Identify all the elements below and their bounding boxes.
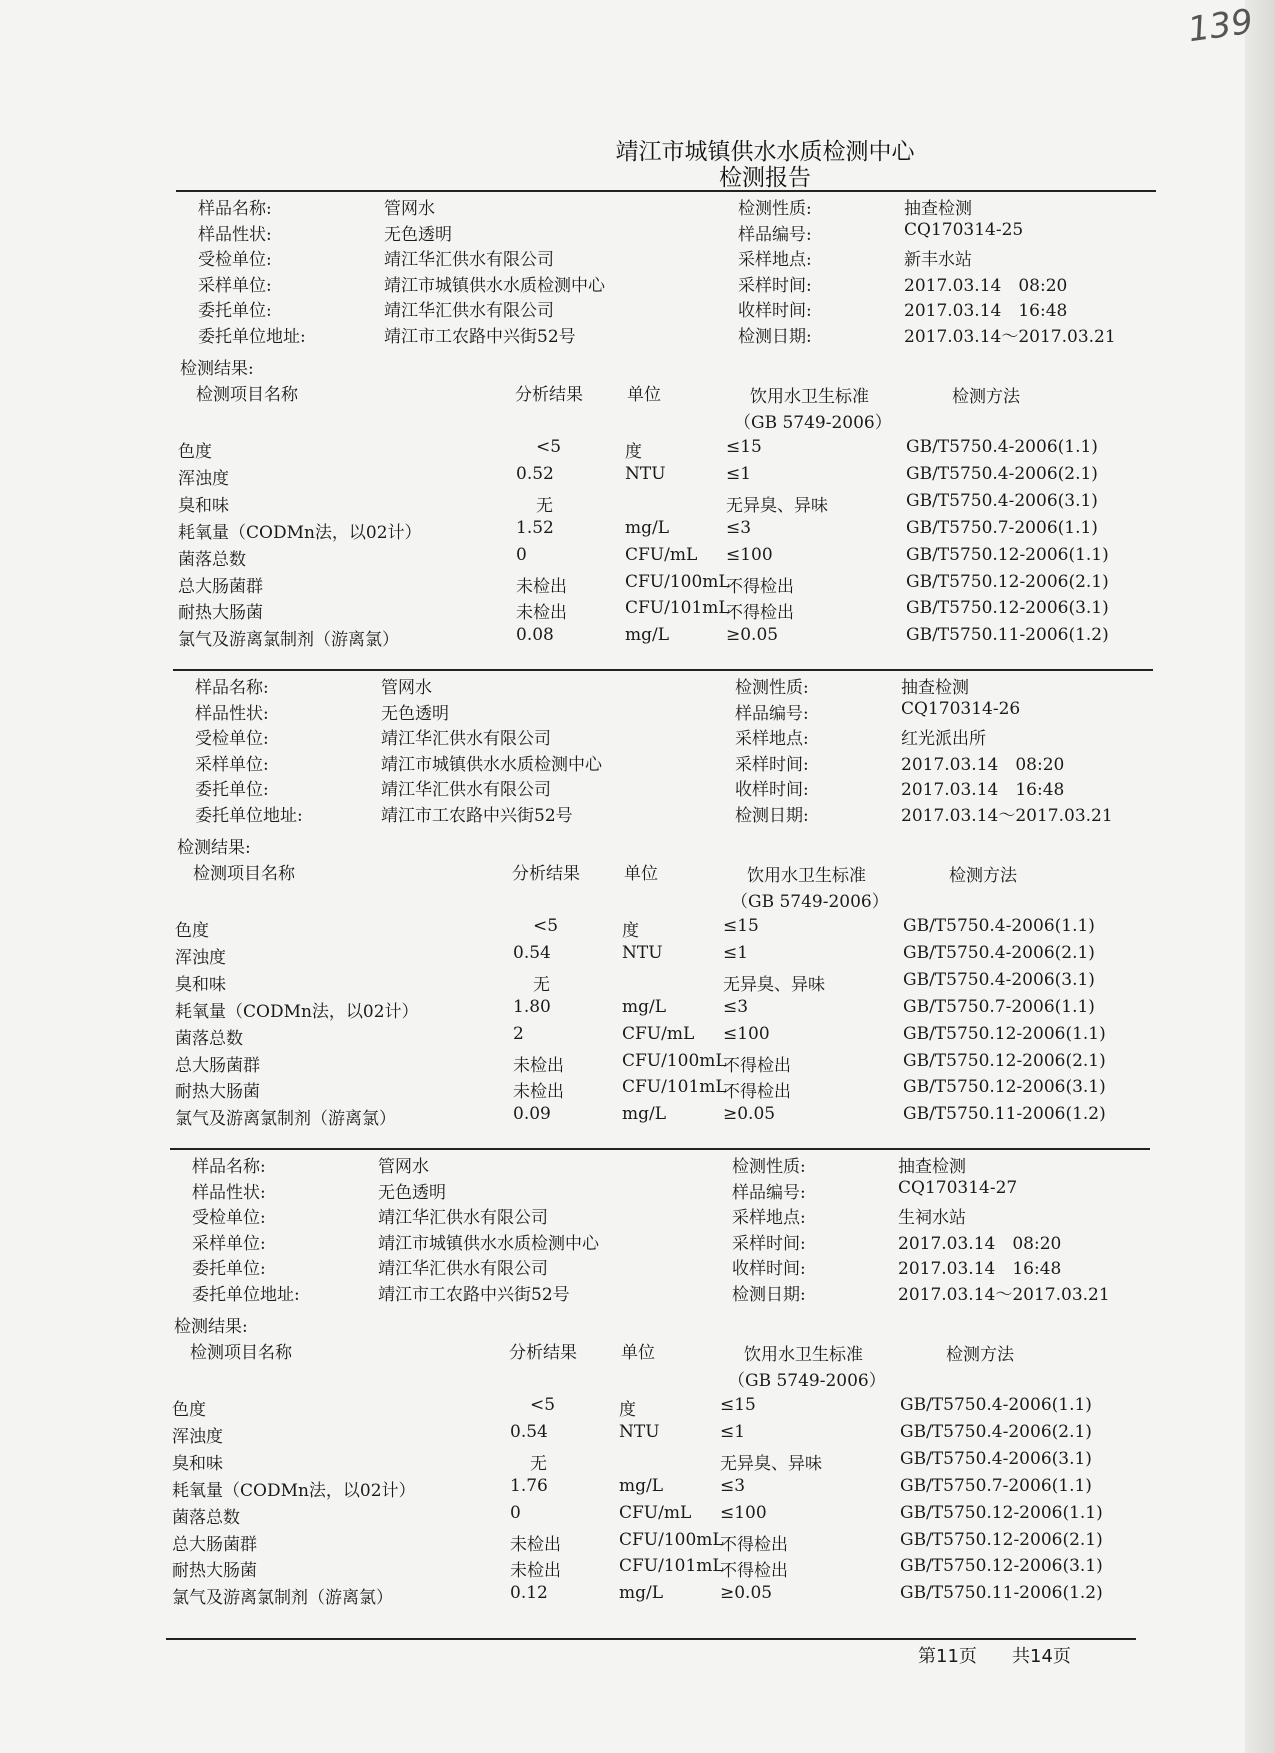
column-header-result: 分析结果: [509, 1343, 577, 1363]
test-method: GB/T5750.4-2006(2.1): [903, 942, 1095, 963]
test-method: GB/T5750.4-2006(3.1): [906, 490, 1098, 511]
unit: CFU/mL: [622, 1023, 695, 1044]
value-test-nature: 抽查检测: [901, 678, 969, 698]
value-receiving-time: 2017.03.14 16:48: [904, 301, 1068, 322]
info-row: [176, 245, 1156, 271]
item-name: 氯气及游离氯制剂（游离氯）: [178, 630, 399, 651]
result-row: [170, 1422, 1150, 1448]
result-row: [176, 491, 1156, 517]
standard-limit: 不得检出: [720, 1534, 788, 1555]
standard-limit: ≤100: [726, 544, 773, 565]
item-name: 浑浊度: [178, 468, 229, 489]
result-row: [170, 1476, 1150, 1502]
result-row: [176, 518, 1156, 544]
value-sample-state: 无色透明: [381, 703, 449, 724]
standard-limit: ≤15: [720, 1395, 756, 1415]
result-value: 未检出: [516, 576, 567, 597]
standard-limit: ≥0.05: [720, 1583, 773, 1604]
value-test-date: 2017.03.14～2017.03.21: [901, 806, 1113, 826]
item-name: 耐热大肠菌: [172, 1561, 257, 1582]
value-sampling-unit: 靖江市城镇供水水质检测中心: [384, 275, 605, 296]
label-inspected-unit: 受检单位:: [198, 250, 272, 271]
test-method: GB/T5750.4-2006(2.1): [900, 1421, 1092, 1442]
label-sample-state: 样品性状:: [192, 1182, 266, 1203]
result-value: 1.80: [513, 996, 551, 1017]
unit: mg/L: [619, 1475, 664, 1496]
result-row: [173, 997, 1153, 1023]
value-test-date: 2017.03.14～2017.03.21: [904, 327, 1116, 347]
column-header-method: 检测方法: [949, 866, 1017, 886]
unit: CFU/101mL: [625, 598, 730, 619]
results-label: 检测结果:: [177, 838, 251, 858]
value-entrusting-unit: 靖江华汇供水有限公司: [378, 1259, 548, 1280]
label-test-nature: 检测性质:: [735, 678, 809, 698]
label-inspected-unit: 受检单位:: [192, 1208, 266, 1229]
result-row: [176, 545, 1156, 571]
standard-limit: ≥0.05: [723, 1104, 776, 1125]
item-name: 总大肠菌群: [172, 1534, 257, 1555]
value-sampling-time: 2017.03.14 08:20: [901, 754, 1065, 775]
item-name: 氯气及游离氯制剂（游离氯）: [172, 1588, 393, 1609]
column-header-result: 分析结果: [512, 864, 580, 884]
column-header-unit: 单位: [621, 1343, 655, 1363]
result-value: 未检出: [510, 1534, 561, 1555]
value-entrusting-unit: 靖江华汇供水有限公司: [384, 301, 554, 322]
test-method: GB/T5750.4-2006(1.1): [906, 437, 1098, 457]
result-row: [170, 1449, 1150, 1475]
result-value: 1.52: [516, 517, 554, 538]
value-sample-number: CQ170314-27: [898, 1177, 1018, 1198]
value-sample-name: 管网水: [384, 199, 435, 219]
test-method: GB/T5750.12-2006(1.1): [900, 1502, 1103, 1523]
label-sampling-unit: 采样单位:: [192, 1233, 266, 1254]
value-sampling-site: 生祠水站: [898, 1208, 966, 1229]
item-name: 色度: [172, 1400, 206, 1420]
value-entrusting-address: 靖江市工农路中兴街52号: [381, 806, 573, 826]
test-method: GB/T5750.12-2006(3.1): [906, 598, 1109, 619]
info-row: [176, 322, 1156, 348]
result-value: 0.52: [516, 463, 554, 484]
standard-limit: ≤3: [720, 1475, 746, 1496]
label-test-nature: 检测性质:: [732, 1157, 806, 1177]
result-value: 无: [533, 974, 550, 995]
unit: NTU: [625, 463, 666, 484]
info-row: [170, 1254, 1150, 1280]
result-value: 0: [510, 1502, 521, 1523]
label-entrusting-address: 委托单位地址:: [195, 806, 303, 826]
result-row: [176, 572, 1156, 598]
test-method: GB/T5750.12-2006(2.1): [900, 1529, 1103, 1550]
standard-limit: ≤1: [726, 463, 752, 484]
value-entrusting-address: 靖江市工农路中兴街52号: [384, 327, 576, 347]
label-sampling-site: 采样地点:: [738, 250, 812, 271]
section-rule: [176, 190, 1156, 192]
test-method: GB/T5750.12-2006(3.1): [903, 1077, 1106, 1098]
result-row: [173, 1051, 1153, 1077]
info-row: [173, 750, 1153, 776]
column-header-standard: 饮用水卫生标准: [744, 1345, 863, 1365]
unit: CFU/101mL: [619, 1556, 724, 1577]
value-sampling-time: 2017.03.14 08:20: [904, 275, 1068, 296]
label-inspected-unit: 受检单位:: [195, 729, 269, 750]
info-row: [170, 1229, 1150, 1255]
result-row: [176, 437, 1156, 463]
label-sampling-time: 采样时间:: [735, 754, 809, 775]
result-row: [176, 464, 1156, 490]
result-value: 无: [530, 1453, 547, 1474]
test-method: GB/T5750.4-2006(1.1): [903, 916, 1095, 936]
unit: mg/L: [625, 625, 670, 646]
page-total: 共14页: [1012, 1646, 1071, 1667]
item-name: 菌落总数: [175, 1028, 243, 1049]
label-sample-state: 样品性状:: [195, 703, 269, 724]
result-row: [173, 970, 1153, 996]
item-name: 臭和味: [172, 1453, 223, 1474]
footer-rule: [166, 1638, 1136, 1640]
unit: CFU/mL: [619, 1502, 692, 1523]
item-name: 耗氧量（CODMn法，以02计）: [178, 522, 422, 543]
label-entrusting-unit: 委托单位:: [198, 301, 272, 322]
result-value: 未检出: [513, 1082, 564, 1103]
column-header-item: 检测项目名称: [193, 864, 295, 884]
result-row: [170, 1395, 1150, 1421]
result-row: [176, 625, 1156, 651]
column-header-standard: 饮用水卫生标准: [750, 387, 869, 407]
value-test-date: 2017.03.14～2017.03.21: [898, 1285, 1110, 1305]
sample-block: [173, 669, 1153, 1139]
standard-limit: 不得检出: [723, 1082, 791, 1103]
results-label: 检测结果:: [174, 1317, 248, 1337]
value-sampling-unit: 靖江市城镇供水水质检测中心: [378, 1233, 599, 1254]
label-sample-name: 样品名称:: [195, 678, 269, 698]
label-entrusting-unit: 委托单位:: [195, 780, 269, 801]
label-sampling-time: 采样时间:: [732, 1233, 806, 1254]
value-inspected-unit: 靖江华汇供水有限公司: [384, 250, 554, 271]
value-sample-number: CQ170314-26: [901, 698, 1021, 719]
result-row: [173, 1077, 1153, 1103]
label-sampling-site: 采样地点:: [735, 729, 809, 750]
standard-limit: ≤15: [723, 916, 759, 936]
item-name: 菌落总数: [172, 1507, 240, 1528]
column-header-unit: 单位: [624, 864, 658, 884]
value-entrusting-address: 靖江市工农路中兴街52号: [378, 1285, 570, 1305]
column-header-result: 分析结果: [515, 385, 583, 405]
standard-limit: 无异臭、异味: [723, 974, 825, 995]
test-method: GB/T5750.4-2006(3.1): [900, 1448, 1092, 1469]
section-rule: [173, 669, 1153, 671]
result-value: 1.76: [510, 1475, 548, 1496]
item-name: 耐热大肠菌: [178, 603, 263, 624]
result-value: 未检出: [516, 603, 567, 624]
info-row: [173, 775, 1153, 801]
test-method: GB/T5750.12-2006(1.1): [906, 544, 1109, 565]
result-row: [170, 1503, 1150, 1529]
result-row: [173, 1024, 1153, 1050]
label-sample-state: 样品性状:: [198, 224, 272, 245]
label-receiving-time: 收样时间:: [732, 1259, 806, 1280]
item-name: 总大肠菌群: [178, 576, 263, 597]
result-row: [170, 1583, 1150, 1609]
standard-limit: 不得检出: [726, 603, 794, 624]
standard-limit: ≤100: [723, 1023, 770, 1044]
sample-block: [170, 1148, 1150, 1618]
label-entrusting-address: 委托单位地址:: [198, 327, 306, 347]
test-method: GB/T5750.11-2006(1.2): [903, 1104, 1106, 1125]
test-method: GB/T5750.11-2006(1.2): [900, 1583, 1103, 1604]
label-sample-number: 样品编号:: [738, 224, 812, 245]
result-value: 未检出: [513, 1055, 564, 1076]
item-name: 氯气及游离氯制剂（游离氯）: [175, 1109, 396, 1130]
value-receiving-time: 2017.03.14 16:48: [901, 780, 1065, 801]
info-row: [170, 1203, 1150, 1229]
organization-title: 靖江市城镇供水水质检测中心: [615, 139, 915, 165]
result-value: 0.09: [513, 1104, 551, 1125]
result-row: [173, 943, 1153, 969]
result-value: 未检出: [510, 1561, 561, 1582]
sample-block: [176, 190, 1156, 660]
standard-limit: 不得检出: [726, 576, 794, 597]
item-name: 耗氧量（CODMn法，以02计）: [172, 1480, 416, 1501]
value-sample-state: 无色透明: [384, 224, 452, 245]
item-name: 总大肠菌群: [175, 1055, 260, 1076]
standard-limit: 不得检出: [720, 1561, 788, 1582]
info-row: [173, 801, 1153, 827]
unit: CFU/100mL: [619, 1529, 724, 1550]
column-header-standard-ref: （GB 5749-2006）: [734, 413, 892, 433]
info-row: [170, 1280, 1150, 1306]
test-method: GB/T5750.11-2006(1.2): [906, 625, 1109, 646]
label-receiving-time: 收样时间:: [738, 301, 812, 322]
value-inspected-unit: 靖江华汇供水有限公司: [381, 729, 551, 750]
label-sample-name: 样品名称:: [198, 199, 272, 219]
unit: CFU/100mL: [625, 571, 730, 592]
value-receiving-time: 2017.03.14 16:48: [898, 1259, 1062, 1280]
standard-limit: 无异臭、异味: [720, 1453, 822, 1474]
unit: mg/L: [622, 1104, 667, 1125]
result-row: [173, 1104, 1153, 1130]
test-method: GB/T5750.12-2006(2.1): [906, 571, 1109, 592]
label-receiving-time: 收样时间:: [735, 780, 809, 801]
label-sampling-unit: 采样单位:: [195, 754, 269, 775]
item-name: 色度: [175, 921, 209, 941]
label-test-date: 检测日期:: [735, 806, 809, 826]
section-rule: [170, 1148, 1150, 1150]
test-method: GB/T5750.7-2006(1.1): [900, 1475, 1092, 1496]
standard-limit: ≥0.05: [726, 625, 779, 646]
value-inspected-unit: 靖江华汇供水有限公司: [378, 1208, 548, 1229]
info-row: [170, 1152, 1150, 1178]
unit: NTU: [622, 942, 663, 963]
column-header-standard-ref: （GB 5749-2006）: [728, 1371, 886, 1391]
scan-edge-shadow: [1245, 0, 1275, 1753]
column-header-standard: 饮用水卫生标准: [747, 866, 866, 886]
info-row: [173, 673, 1153, 699]
result-row: [170, 1530, 1150, 1556]
value-entrusting-unit: 靖江华汇供水有限公司: [381, 780, 551, 801]
standard-limit: ≤1: [720, 1421, 746, 1442]
unit: 度: [625, 442, 642, 462]
unit: NTU: [619, 1421, 660, 1442]
value-sampling-site: 红光派出所: [901, 729, 986, 750]
column-header-method: 检测方法: [952, 387, 1020, 407]
column-header-item: 检测项目名称: [196, 385, 298, 405]
label-sampling-unit: 采样单位:: [198, 275, 272, 296]
test-method: GB/T5750.4-2006(3.1): [903, 969, 1095, 990]
standard-limit: ≤100: [720, 1502, 767, 1523]
test-method: GB/T5750.7-2006(1.1): [906, 517, 1098, 538]
item-name: 浑浊度: [175, 947, 226, 968]
result-value: 0.12: [510, 1583, 548, 1604]
label-sampling-time: 采样时间:: [738, 275, 812, 296]
item-name: 臭和味: [175, 974, 226, 995]
value-sampling-site: 新丰水站: [904, 250, 972, 271]
value-test-nature: 抽查检测: [898, 1157, 966, 1177]
unit: mg/L: [619, 1583, 664, 1604]
unit: CFU/100mL: [622, 1050, 727, 1071]
info-row: [176, 220, 1156, 246]
standard-limit: ≤3: [726, 517, 752, 538]
result-value: <5: [533, 916, 559, 936]
item-name: 臭和味: [178, 495, 229, 516]
info-row: [170, 1178, 1150, 1204]
label-sample-number: 样品编号:: [732, 1182, 806, 1203]
unit: mg/L: [622, 996, 667, 1017]
column-header-method: 检测方法: [946, 1345, 1014, 1365]
info-row: [176, 271, 1156, 297]
item-name: 耐热大肠菌: [175, 1082, 260, 1103]
test-method: GB/T5750.4-2006(1.1): [900, 1395, 1092, 1415]
unit: 度: [619, 1400, 636, 1420]
label-entrusting-unit: 委托单位:: [192, 1259, 266, 1280]
info-row: [176, 296, 1156, 322]
value-sample-state: 无色透明: [378, 1182, 446, 1203]
info-row: [173, 724, 1153, 750]
page-number: 第11页: [918, 1646, 977, 1667]
label-sample-number: 样品编号:: [735, 703, 809, 724]
standard-limit: ≤15: [726, 437, 762, 457]
label-test-nature: 检测性质:: [738, 199, 812, 219]
info-row: [173, 699, 1153, 725]
result-value: 0.54: [513, 942, 551, 963]
column-header-unit: 单位: [627, 385, 661, 405]
report-title: 检测报告: [719, 165, 811, 191]
standard-limit: 不得检出: [723, 1055, 791, 1076]
value-sampling-time: 2017.03.14 08:20: [898, 1233, 1062, 1254]
unit: CFU/mL: [625, 544, 698, 565]
value-test-nature: 抽查检测: [904, 199, 972, 219]
result-value: <5: [530, 1395, 556, 1415]
column-header-item: 检测项目名称: [190, 1343, 292, 1363]
test-method: GB/T5750.4-2006(2.1): [906, 463, 1098, 484]
result-value: 无: [536, 495, 553, 516]
unit: 度: [622, 921, 639, 941]
column-header-standard-ref: （GB 5749-2006）: [731, 892, 889, 912]
label-test-date: 检测日期:: [738, 327, 812, 347]
unit: mg/L: [625, 517, 670, 538]
result-value: 0: [516, 544, 527, 565]
standard-limit: ≤3: [723, 996, 749, 1017]
label-entrusting-address: 委托单位地址:: [192, 1285, 300, 1305]
test-method: GB/T5750.12-2006(2.1): [903, 1050, 1106, 1071]
item-name: 菌落总数: [178, 549, 246, 570]
result-row: [176, 598, 1156, 624]
item-name: 浑浊度: [172, 1426, 223, 1447]
label-sample-name: 样品名称:: [192, 1157, 266, 1177]
test-method: GB/T5750.7-2006(1.1): [903, 996, 1095, 1017]
result-value: 2: [513, 1023, 524, 1044]
handwritten-page-number: 139: [1185, 1, 1256, 51]
info-row: [176, 194, 1156, 220]
test-method: GB/T5750.12-2006(3.1): [900, 1556, 1103, 1577]
value-sample-number: CQ170314-25: [904, 219, 1024, 240]
item-name: 耗氧量（CODMn法，以02计）: [175, 1001, 419, 1022]
label-test-date: 检测日期:: [732, 1285, 806, 1305]
result-value: <5: [536, 437, 562, 457]
item-name: 色度: [178, 442, 212, 462]
result-row: [170, 1556, 1150, 1582]
result-value: 0.08: [516, 625, 554, 646]
result-value: 0.54: [510, 1421, 548, 1442]
value-sampling-unit: 靖江市城镇供水水质检测中心: [381, 754, 602, 775]
standard-limit: 无异臭、异味: [726, 495, 828, 516]
unit: CFU/101mL: [622, 1077, 727, 1098]
test-method: GB/T5750.12-2006(1.1): [903, 1023, 1106, 1044]
label-sampling-site: 采样地点:: [732, 1208, 806, 1229]
value-sample-name: 管网水: [378, 1157, 429, 1177]
standard-limit: ≤1: [723, 942, 749, 963]
results-label: 检测结果:: [180, 359, 254, 379]
result-row: [173, 916, 1153, 942]
value-sample-name: 管网水: [381, 678, 432, 698]
